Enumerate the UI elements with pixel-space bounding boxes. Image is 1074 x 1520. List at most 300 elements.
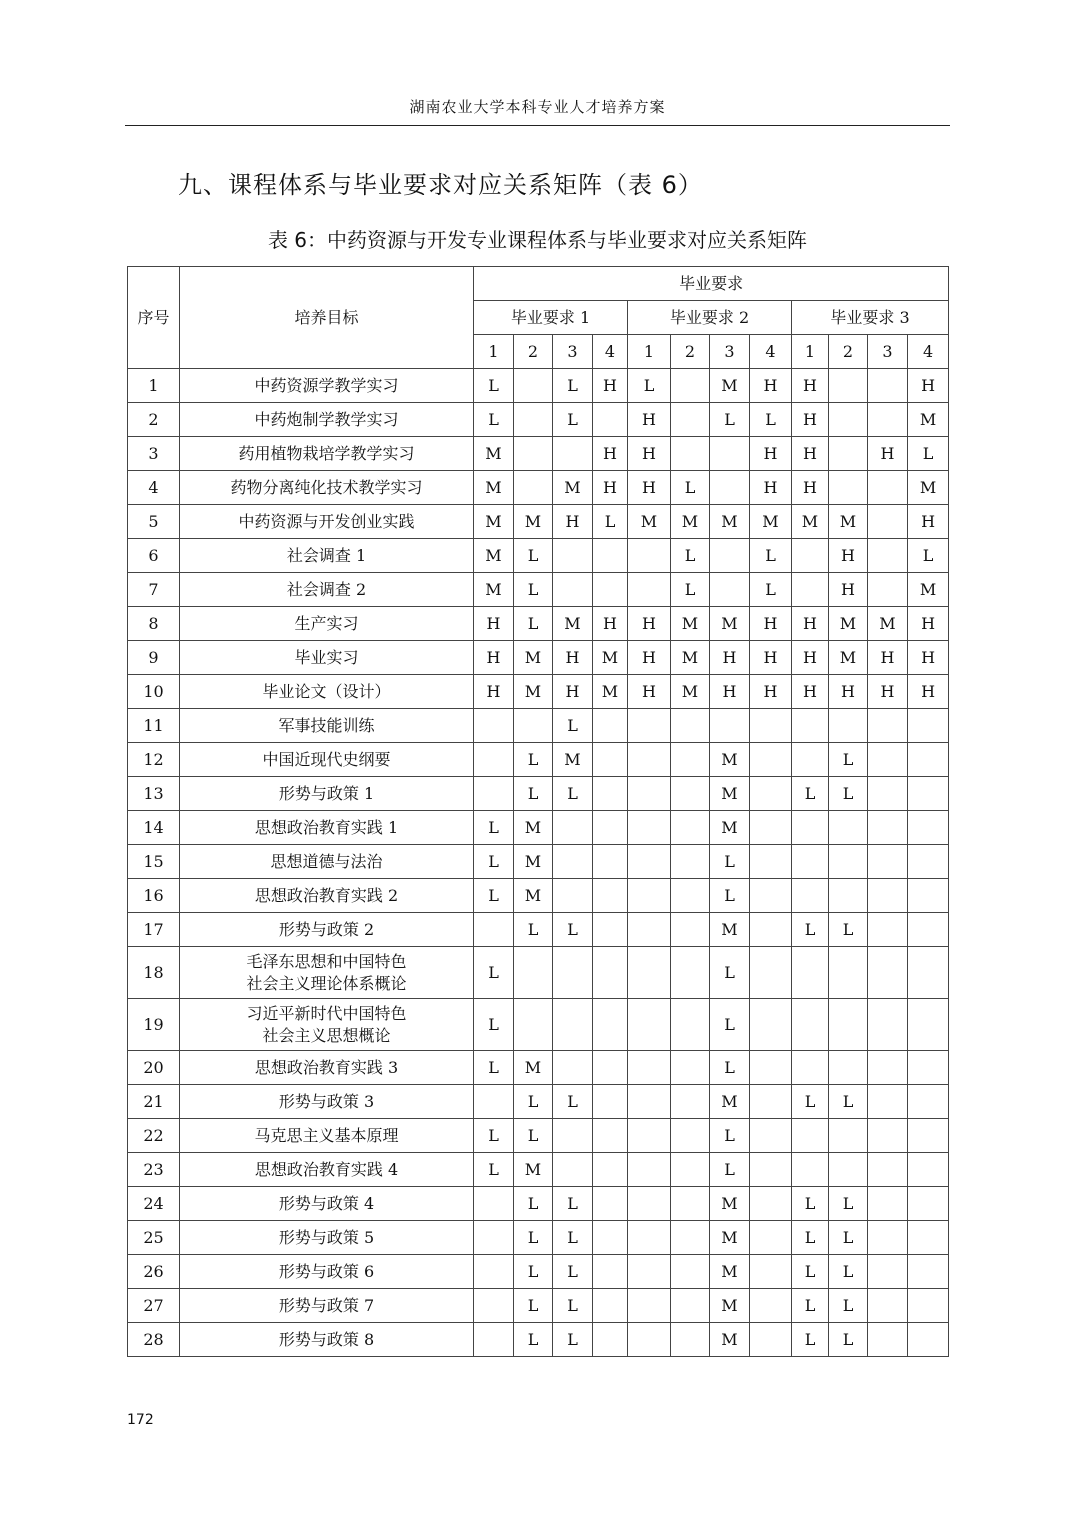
level-cell: L bbox=[829, 913, 868, 947]
level-cell bbox=[628, 777, 671, 811]
table-row bbox=[128, 1323, 949, 1357]
level-cell bbox=[593, 1119, 628, 1153]
sub-index: 2 bbox=[514, 335, 553, 369]
level-cell bbox=[593, 743, 628, 777]
level-cell bbox=[593, 1051, 628, 1085]
row-number: 15 bbox=[128, 845, 180, 879]
level-cell: H bbox=[474, 641, 514, 675]
course-name-line: 马克思主义基本原理 bbox=[254, 1125, 399, 1145]
table-row bbox=[128, 811, 949, 845]
level-cell: H bbox=[868, 437, 908, 471]
level-cell bbox=[868, 369, 908, 403]
level-cell bbox=[671, 1323, 710, 1357]
level-cell bbox=[671, 999, 710, 1051]
section-title: 九、课程体系与毕业要求对应关系矩阵（表 6） bbox=[178, 171, 703, 199]
table-row bbox=[128, 879, 949, 913]
course-name bbox=[180, 1289, 474, 1323]
level-cell bbox=[868, 1085, 908, 1119]
level-cell: H bbox=[710, 675, 750, 709]
level-cell: L bbox=[553, 1255, 593, 1289]
level-cell bbox=[710, 437, 750, 471]
level-cell: L bbox=[514, 539, 553, 573]
level-cell: M bbox=[553, 743, 593, 777]
level-cell bbox=[671, 369, 710, 403]
sub-index: 3 bbox=[868, 335, 908, 369]
level-cell: L bbox=[553, 1187, 593, 1221]
level-cell bbox=[792, 811, 829, 845]
level-cell: M bbox=[514, 845, 553, 879]
level-cell bbox=[593, 913, 628, 947]
level-cell bbox=[908, 811, 949, 845]
level-cell bbox=[908, 743, 949, 777]
level-cell bbox=[514, 471, 553, 505]
row-number: 21 bbox=[128, 1085, 180, 1119]
level-cell: L bbox=[908, 437, 949, 471]
sub-index: 1 bbox=[792, 335, 829, 369]
course-name bbox=[180, 777, 474, 811]
level-cell: L bbox=[514, 1119, 553, 1153]
course-name bbox=[180, 437, 474, 471]
level-cell bbox=[474, 1255, 514, 1289]
course-name bbox=[180, 999, 474, 1051]
level-cell bbox=[628, 1289, 671, 1323]
level-cell bbox=[829, 437, 868, 471]
level-cell: L bbox=[474, 947, 514, 999]
level-cell: H bbox=[792, 675, 829, 709]
row-number: 3 bbox=[128, 437, 180, 471]
level-cell bbox=[868, 999, 908, 1051]
header-seq: 序号 bbox=[128, 267, 180, 369]
row-number: 13 bbox=[128, 777, 180, 811]
level-cell bbox=[474, 1221, 514, 1255]
level-cell bbox=[868, 913, 908, 947]
row-number: 7 bbox=[128, 573, 180, 607]
course-name bbox=[180, 403, 474, 437]
row-number: 8 bbox=[128, 607, 180, 641]
row-number: 20 bbox=[128, 1051, 180, 1085]
level-cell: H bbox=[908, 369, 949, 403]
level-cell bbox=[829, 1153, 868, 1187]
level-cell: M bbox=[474, 505, 514, 539]
level-cell bbox=[750, 1119, 792, 1153]
level-cell: H bbox=[750, 607, 792, 641]
row-number: 11 bbox=[128, 709, 180, 743]
level-cell: M bbox=[514, 675, 553, 709]
level-cell bbox=[908, 879, 949, 913]
row-number: 23 bbox=[128, 1153, 180, 1187]
table-row bbox=[128, 999, 949, 1051]
level-cell bbox=[628, 1255, 671, 1289]
level-cell bbox=[868, 709, 908, 743]
course-name bbox=[180, 641, 474, 675]
level-cell: M bbox=[829, 607, 868, 641]
level-cell bbox=[868, 811, 908, 845]
level-cell bbox=[671, 1221, 710, 1255]
level-cell: L bbox=[514, 607, 553, 641]
level-cell bbox=[868, 1323, 908, 1357]
level-cell: M bbox=[628, 505, 671, 539]
level-cell bbox=[628, 1153, 671, 1187]
level-cell: M bbox=[750, 505, 792, 539]
level-cell bbox=[553, 947, 593, 999]
level-cell: L bbox=[829, 1323, 868, 1357]
row-number: 19 bbox=[128, 999, 180, 1051]
level-cell: H bbox=[628, 675, 671, 709]
level-cell bbox=[671, 879, 710, 913]
level-cell: L bbox=[671, 539, 710, 573]
table-caption: 表 6：中药资源与开发专业课程体系与毕业要求对应关系矩阵 bbox=[267, 228, 808, 252]
level-cell bbox=[628, 1221, 671, 1255]
course-name bbox=[180, 1255, 474, 1289]
level-cell bbox=[792, 1051, 829, 1085]
level-cell: H bbox=[593, 471, 628, 505]
course-name-line: 形势与政策 7 bbox=[278, 1295, 375, 1315]
course-name-line: 形势与政策 5 bbox=[278, 1227, 375, 1247]
level-cell bbox=[593, 1085, 628, 1119]
level-cell: L bbox=[474, 369, 514, 403]
level-cell bbox=[750, 999, 792, 1051]
level-cell: M bbox=[514, 505, 553, 539]
level-cell: H bbox=[829, 573, 868, 607]
level-cell bbox=[628, 811, 671, 845]
level-cell bbox=[750, 709, 792, 743]
level-cell: L bbox=[671, 573, 710, 607]
level-cell bbox=[671, 743, 710, 777]
row-number: 5 bbox=[128, 505, 180, 539]
level-cell: M bbox=[792, 505, 829, 539]
level-cell: L bbox=[710, 1119, 750, 1153]
level-cell: L bbox=[710, 879, 750, 913]
level-cell bbox=[671, 1255, 710, 1289]
level-cell: L bbox=[474, 1153, 514, 1187]
level-cell: M bbox=[710, 1187, 750, 1221]
level-cell: H bbox=[553, 675, 593, 709]
row-number: 18 bbox=[128, 947, 180, 999]
course-name-line: 军事技能训练 bbox=[278, 715, 375, 735]
level-cell: H bbox=[750, 641, 792, 675]
level-cell: H bbox=[792, 437, 829, 471]
level-cell bbox=[553, 437, 593, 471]
course-name-line: 药用植物栽培学教学实习 bbox=[238, 443, 415, 463]
level-cell: H bbox=[750, 369, 792, 403]
level-cell bbox=[553, 811, 593, 845]
level-cell bbox=[671, 1051, 710, 1085]
level-cell bbox=[671, 403, 710, 437]
level-cell: M bbox=[710, 1221, 750, 1255]
level-cell bbox=[868, 573, 908, 607]
row-number: 9 bbox=[128, 641, 180, 675]
level-cell bbox=[671, 777, 710, 811]
course-name-line: 社会调查 1 bbox=[286, 545, 367, 565]
level-cell bbox=[514, 709, 553, 743]
course-name bbox=[180, 913, 474, 947]
course-name-line: 中国近现代史纲要 bbox=[262, 749, 391, 769]
level-cell: H bbox=[868, 675, 908, 709]
level-cell bbox=[593, 1221, 628, 1255]
table-row bbox=[128, 1119, 949, 1153]
level-cell bbox=[868, 777, 908, 811]
level-cell bbox=[628, 573, 671, 607]
course-name-line: 思想政治教育实践 2 bbox=[254, 885, 399, 905]
table-row bbox=[128, 913, 949, 947]
level-cell bbox=[750, 879, 792, 913]
level-cell bbox=[628, 947, 671, 999]
course-name bbox=[180, 879, 474, 913]
level-cell: L bbox=[829, 743, 868, 777]
table-row bbox=[128, 947, 949, 999]
level-cell: L bbox=[829, 1289, 868, 1323]
level-cell: L bbox=[671, 471, 710, 505]
level-cell: L bbox=[514, 913, 553, 947]
level-cell: L bbox=[474, 811, 514, 845]
level-cell: M bbox=[593, 675, 628, 709]
level-cell bbox=[750, 845, 792, 879]
level-cell bbox=[628, 879, 671, 913]
level-cell bbox=[474, 1323, 514, 1357]
level-cell bbox=[750, 743, 792, 777]
level-cell: H bbox=[829, 675, 868, 709]
level-cell: L bbox=[710, 1153, 750, 1187]
level-cell: H bbox=[628, 641, 671, 675]
level-cell: H bbox=[908, 607, 949, 641]
course-name-line: 思想政治教育实践 4 bbox=[254, 1159, 399, 1179]
level-cell bbox=[710, 539, 750, 573]
level-cell: L bbox=[514, 573, 553, 607]
row-number: 1 bbox=[128, 369, 180, 403]
row-number: 12 bbox=[128, 743, 180, 777]
level-cell: M bbox=[710, 607, 750, 641]
course-name bbox=[180, 947, 474, 999]
level-cell bbox=[908, 1153, 949, 1187]
level-cell: L bbox=[514, 1187, 553, 1221]
level-cell bbox=[671, 1187, 710, 1221]
course-name-line: 形势与政策 6 bbox=[278, 1261, 375, 1281]
course-name-line: 中药炮制学教学实习 bbox=[254, 409, 399, 429]
level-cell: L bbox=[750, 539, 792, 573]
level-cell bbox=[792, 573, 829, 607]
level-cell: M bbox=[474, 471, 514, 505]
course-name-line: 思想道德与法治 bbox=[270, 851, 383, 871]
level-cell: H bbox=[628, 437, 671, 471]
level-cell bbox=[829, 1119, 868, 1153]
level-cell bbox=[593, 1255, 628, 1289]
level-cell bbox=[514, 999, 553, 1051]
level-cell bbox=[628, 999, 671, 1051]
level-cell: M bbox=[514, 811, 553, 845]
level-cell bbox=[593, 1153, 628, 1187]
level-cell: M bbox=[710, 1323, 750, 1357]
level-cell: H bbox=[474, 675, 514, 709]
level-cell: L bbox=[514, 1289, 553, 1323]
level-cell: M bbox=[474, 573, 514, 607]
row-number: 27 bbox=[128, 1289, 180, 1323]
level-cell bbox=[553, 573, 593, 607]
level-cell: M bbox=[710, 743, 750, 777]
level-cell: H bbox=[792, 641, 829, 675]
level-cell: M bbox=[710, 777, 750, 811]
sub-index: 2 bbox=[829, 335, 868, 369]
level-cell bbox=[829, 709, 868, 743]
level-cell bbox=[908, 709, 949, 743]
level-cell bbox=[908, 845, 949, 879]
table-row bbox=[128, 777, 949, 811]
course-name bbox=[180, 505, 474, 539]
page-header: 湖南农业大学本科专业人才培养方案 bbox=[409, 98, 666, 116]
level-cell: H bbox=[593, 607, 628, 641]
row-number: 16 bbox=[128, 879, 180, 913]
course-name-line: 习近平新时代中国特色 bbox=[246, 1003, 407, 1023]
row-number: 24 bbox=[128, 1187, 180, 1221]
level-cell bbox=[671, 913, 710, 947]
course-name bbox=[180, 1323, 474, 1357]
level-cell: L bbox=[750, 573, 792, 607]
level-cell bbox=[750, 1323, 792, 1357]
level-cell bbox=[671, 811, 710, 845]
level-cell bbox=[628, 1051, 671, 1085]
level-cell bbox=[829, 369, 868, 403]
level-cell: L bbox=[792, 1323, 829, 1357]
level-cell bbox=[908, 1085, 949, 1119]
level-cell: L bbox=[514, 743, 553, 777]
table-row bbox=[128, 1289, 949, 1323]
course-name-line: 思想政治教育实践 3 bbox=[254, 1057, 399, 1077]
level-cell: L bbox=[593, 505, 628, 539]
level-cell: H bbox=[829, 539, 868, 573]
row-number: 4 bbox=[128, 471, 180, 505]
table-row bbox=[128, 539, 949, 573]
level-cell bbox=[474, 1187, 514, 1221]
level-cell bbox=[868, 1221, 908, 1255]
table-row bbox=[128, 573, 949, 607]
level-cell bbox=[908, 777, 949, 811]
level-cell bbox=[792, 539, 829, 573]
level-cell: M bbox=[710, 505, 750, 539]
course-name-line: 形势与政策 1 bbox=[278, 783, 375, 803]
level-cell: L bbox=[553, 709, 593, 743]
level-cell: L bbox=[553, 1221, 593, 1255]
level-cell bbox=[829, 947, 868, 999]
table-row bbox=[128, 675, 949, 709]
level-cell: M bbox=[710, 1255, 750, 1289]
level-cell: M bbox=[593, 641, 628, 675]
level-cell: H bbox=[792, 471, 829, 505]
level-cell: M bbox=[514, 879, 553, 913]
level-cell bbox=[671, 1119, 710, 1153]
level-cell bbox=[868, 505, 908, 539]
level-cell: H bbox=[792, 607, 829, 641]
course-name bbox=[180, 1051, 474, 1085]
course-name-line: 中药资源与开发创业实践 bbox=[238, 511, 415, 531]
level-cell: L bbox=[710, 947, 750, 999]
level-cell: M bbox=[553, 607, 593, 641]
row-number: 22 bbox=[128, 1119, 180, 1153]
level-cell bbox=[474, 1289, 514, 1323]
level-cell: H bbox=[628, 471, 671, 505]
course-name bbox=[180, 675, 474, 709]
course-name-line: 药物分离纯化技术教学实习 bbox=[230, 477, 423, 497]
level-cell bbox=[829, 403, 868, 437]
level-cell bbox=[792, 709, 829, 743]
header-requirement-2: 毕业要求 2 bbox=[628, 301, 792, 335]
level-cell: L bbox=[514, 1323, 553, 1357]
header-goal: 培养目标 bbox=[180, 267, 474, 369]
course-name bbox=[180, 845, 474, 879]
level-cell bbox=[710, 709, 750, 743]
course-name bbox=[180, 743, 474, 777]
level-cell bbox=[628, 539, 671, 573]
level-cell bbox=[553, 879, 593, 913]
course-name-line: 毕业论文（设计） bbox=[262, 681, 391, 701]
level-cell: M bbox=[908, 471, 949, 505]
level-cell: L bbox=[792, 1085, 829, 1119]
level-cell bbox=[514, 403, 553, 437]
level-cell: M bbox=[474, 437, 514, 471]
level-cell bbox=[593, 947, 628, 999]
level-cell: H bbox=[593, 369, 628, 403]
requirements-matrix-table bbox=[127, 266, 949, 1357]
table-row bbox=[128, 641, 949, 675]
sub-index: 4 bbox=[750, 335, 792, 369]
level-cell: M bbox=[671, 607, 710, 641]
level-cell: L bbox=[553, 1085, 593, 1119]
level-cell: H bbox=[792, 403, 829, 437]
level-cell: M bbox=[868, 607, 908, 641]
row-number: 14 bbox=[128, 811, 180, 845]
level-cell: H bbox=[750, 471, 792, 505]
level-cell bbox=[792, 947, 829, 999]
level-cell bbox=[868, 743, 908, 777]
level-cell: L bbox=[829, 777, 868, 811]
level-cell bbox=[792, 743, 829, 777]
level-cell: H bbox=[908, 675, 949, 709]
level-cell bbox=[514, 369, 553, 403]
level-cell: L bbox=[710, 1051, 750, 1085]
level-cell: M bbox=[710, 1289, 750, 1323]
level-cell: L bbox=[829, 1085, 868, 1119]
table-row bbox=[128, 403, 949, 437]
level-cell bbox=[593, 811, 628, 845]
level-cell bbox=[671, 437, 710, 471]
level-cell bbox=[553, 1051, 593, 1085]
level-cell: M bbox=[671, 505, 710, 539]
level-cell bbox=[628, 1119, 671, 1153]
level-cell: L bbox=[710, 403, 750, 437]
table-row bbox=[128, 743, 949, 777]
level-cell: L bbox=[553, 403, 593, 437]
level-cell: H bbox=[750, 675, 792, 709]
level-cell: L bbox=[474, 403, 514, 437]
level-cell: L bbox=[553, 913, 593, 947]
level-cell bbox=[750, 1187, 792, 1221]
level-cell: M bbox=[671, 641, 710, 675]
level-cell bbox=[628, 709, 671, 743]
level-cell: M bbox=[514, 1153, 553, 1187]
level-cell: L bbox=[829, 1255, 868, 1289]
level-cell bbox=[628, 1085, 671, 1119]
sub-index: 1 bbox=[628, 335, 671, 369]
level-cell: H bbox=[628, 607, 671, 641]
level-cell bbox=[908, 913, 949, 947]
level-cell bbox=[908, 947, 949, 999]
level-cell: L bbox=[474, 999, 514, 1051]
level-cell: L bbox=[514, 1221, 553, 1255]
table-row bbox=[128, 709, 949, 743]
level-cell bbox=[868, 1153, 908, 1187]
level-cell bbox=[628, 743, 671, 777]
table-row bbox=[128, 437, 949, 471]
level-cell: L bbox=[553, 369, 593, 403]
sub-index: 3 bbox=[553, 335, 593, 369]
